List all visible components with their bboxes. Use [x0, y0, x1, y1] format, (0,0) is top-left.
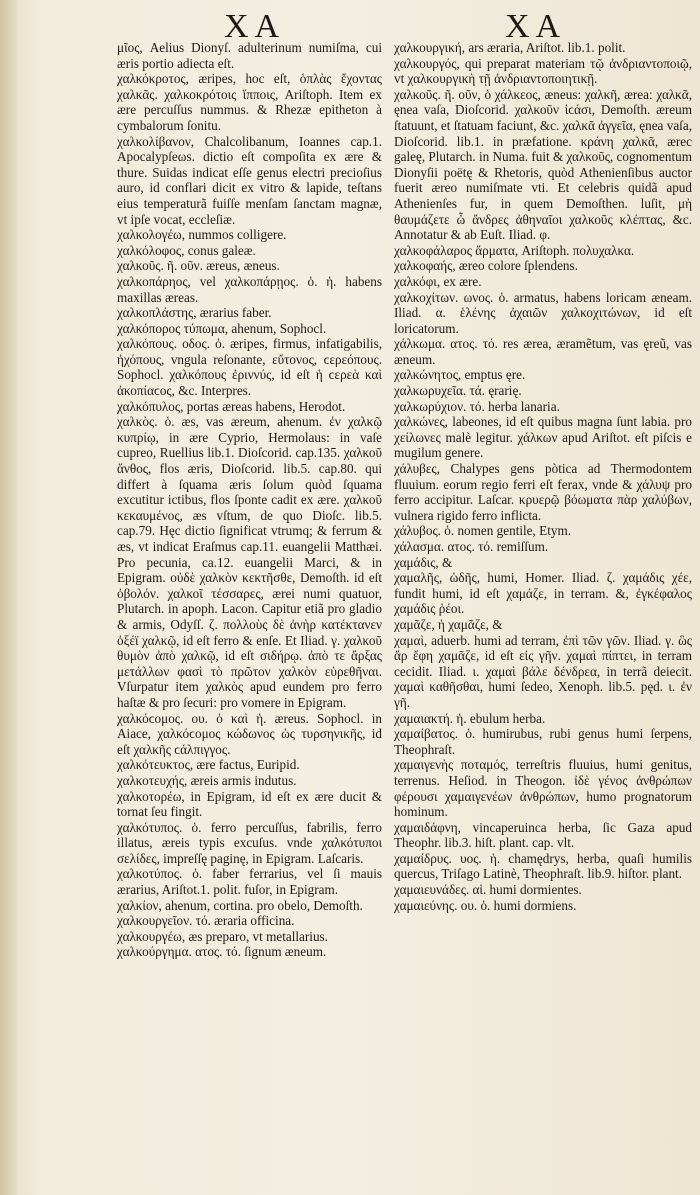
dictionary-entry: χαμαίβατος. ὁ. humirubus, rubi genus humi ſerpens, Theophraſt.	[394, 726, 692, 757]
dictionary-entry: χάλκωμα. ατος. τό. res ærea, æramẽtum, vas ęreũ, vas æneum.	[394, 336, 692, 367]
dictionary-entry: χαλκόφι, ex ære.	[394, 273, 482, 289]
running-head-left: XA	[224, 8, 286, 45]
dictionary-entry: χαμαιδάφνη, vincaperuinca herba, ſic Gaza apud Theophr. lib.3. hiſt. plant. cap. vlt.	[394, 819, 692, 851]
dictionary-entry: χάλυβες, Chalypes gens pòtica ad Thermodontem fluuium. eorum regio ferri eſt ferax, vnde & χάλυψ pro ferro accipitur. Laſcar. κρυερῷ βόωματα πὰρ χαλύβων, vulnera rigido ferro inflicta.	[394, 461, 692, 523]
dictionary-entry: χαμαίδρυς. υος. ἡ. chamędrys, herba, quaſi humilis quercus, Triſago Latinè, Theophraſt. lib.9. hiſtor. plant.	[394, 850, 692, 882]
dictionary-entry: χαλκουργός, qui preparat materiam τῷ ἀνδριαντοποιῷ, vt χαλκουργικὴ τῇ ἀνδριαντοποιητικῇ.	[394, 55, 692, 87]
dictionary-entry: χαμαὶ, aduerb. humi ad terram, ἐπὶ τῶν γῶν. Iliad. γ. ὣς ἄρ ἔφη χαμᾶζε, id eſt εἰς γῆν. χαμαὶ πίπτει, in terram cecidit. Iliad. ι. χαμαὶ βάλε δένδρεα, in terrã deiecit. χαμαὶ καθῆσθαι, humi ſedeo, Xenoph. lib.5. pęd. ι. ἐν γῆ.	[394, 632, 692, 710]
dictionary-entry: χαλκουργεῖον. τό. ærariа officina.	[117, 913, 295, 929]
dictionary-entry: χαλκολίβανον, Chalcolibanum, Ioannes cap.1. Apocalypſeωs. dictio eſt compoſita ex ære & thure. Suidas indicat eſſe genus electri precioſius auro, id conflari dicit ex vitro & lapide, teſtans eius temperaturã fuiſſe menſam ſanctam magnæ, vt ipſe vocat, eccleſiæ.	[117, 133, 382, 227]
dictionary-entry: χαλκοπλάστης, ærarius faber.	[117, 305, 272, 321]
dictionary-entry: χαλκόϲομος. ου. ὁ καὶ ἡ. æreus. Sophocl. in Aiace, χαλκόϲομος κώδωνος ὡς τυρσηνικῆς, id eſt χαλκῆς ϲάλπιγγος.	[117, 710, 382, 757]
dictionary-entry: χαμαιακτή. ἡ. ebulum herba.	[394, 710, 546, 726]
dictionary-entry: χαλκοτύπος. ὁ. faber ferrarius, vel ſi mauis ærarius, Ariſtot.1. polit. fuſor, in Epigram.	[117, 866, 382, 898]
dictionary-entry: χαλκίον, ahenum, cortina. pro obelo, Demoſth.	[117, 897, 363, 913]
dictionary-entry: χαλκοῦς. ῆ. οῦν, ὁ χάλκεος, æneus: χαλκῆ, æreaː χαλκᾶ, ęnea vaſa, Dioſcorid. χαλκοῦν ἱϲάσι, Demoſth. æreum ſtatuunt, et ſtatuam faciunt, &c. χαλκᾶ ἀγγεῖα, ęnea vaſa, Dioſcorid. lib.1. in præfatione. κράνη χαλκᾶ, ærec galeę, Plutarch. in Numa. fuit & χαλκοῦς, cognomentum Dionyſii poëtę & Rhetoris, quòd Athenienſibus auctor fuerit æreo numiſmate vti. Et celebris quidã apud Athenienſes fur, in quem Demoſthen. luſit, μὴ θαυμάζετε ὦ ἄνδρες ἀθηναῖοι χαλκοῦς κλέπτας, &c. Annotatur & ab Euſt. Iliad. φ.	[394, 86, 692, 243]
dictionary-entry: χαλκούργημα. ατος. τό. ſignum æneum.	[117, 944, 327, 960]
dictionary-entry: χαλκοτευχής, æreis armis indutus.	[117, 772, 297, 788]
left-column	[117, 40, 382, 960]
dictionary-entry: χαλκοφάλαρος ἅρματα, Ariſtoph. πολυχαλκα.	[394, 242, 635, 258]
dictionary-entry: χαμαιεύνης. ου. ὁ. humi dormiens.	[394, 897, 577, 913]
dictionary-entry: χαλκότευκτος, ære factus, Euripid.	[117, 757, 300, 773]
dictionary-entry: χαλκόπους. οδος. ὁ. æripes, firmus, infatigabilis, ἠχόπους, vngula reſonante, εὔτονος, ϲερεόπους. Sophocl. χαλκόπους ἐριννύς, id eſt ἡ ϲερεὰ καὶ ἀκοπίαϲος, &c. Interpres.	[117, 336, 382, 399]
dictionary-entry: χαμαιγενὴς ποταμός, terreſtris fluuius, humi genitus, terrenus. Heſiod. in Theogon. ἰδὲ γένος ἀνθρώπων φέρουσι χαμαιγενέων ἀνθρώπων, humo prognatorum hominum.	[394, 757, 692, 820]
dictionary-entry: χαλκοτορέω, in Epigram, id eſt ex ære ducit & tornat ſeu fingit.	[117, 788, 382, 820]
dictionary-entry: χαλκώνητος, emptus ęre.	[394, 367, 526, 383]
dictionary-entry: χαλκουργέω, æs preparo, vt metallarius.	[117, 928, 328, 944]
dictionary-entry: χαλκοπάρηος, vel χαλκοπάρῃος. ὁ. ἡ. habens maxillas æreas.	[117, 273, 382, 305]
dictionary-entry: χαλκωρύχιον. τό. herba lanaria.	[394, 398, 560, 414]
dictionary-entry: χαλκωρυχεῖα. τά. ęrarię.	[394, 383, 522, 399]
right-column	[394, 40, 692, 913]
dictionary-entry: χαλκὸς. ὁ. æs, vas æreum, ahenum. ἐν χαλκῷ κυπρίῳ, in ære Cyprio, Hermolaus: in vaſe cupreo, Ruellius lib.1. Dioſcorid. cap.135. χαλκοῦ ἄνθος, flos æris, Dioſcorid. lib.5. cap.80. qui differt à ſquama æris ſolum quòd ſquama excutitur ictibus, flos ſponte cadit ex ære. χαλκοῦ κεκαυμένος, æs vſtum, de quo Dioſc. lib.5. cap.79. Hęc dictio ſignificat vtrumq; & ferrum & æs, vt indicat Eraſmus cap.11. euangelii Matthæi. Pro pecunia, ca.12. euangelii Marci, & in Epigram. οὐδὲ χαλκὸν κεκτῆσθε, Demoſth. id eſt ὀβολόν. χαλκοῖ τέσσαρες, ærei numi quatuor, Plutarch. in apoph. Lacon. Capitur etiã pro gladio & armis, Odyſſ. ζ. πολλοὺς δὲ ἀνὴρ κατέκτανεν ὀξέϊ χαλκῷ, id eſt ferro & enſe. Et Iliad. γ. χαλκοῦ θυμὸν ἀπὸ χαλκῷ, id eſt σιδήρῳ. ἀπὸ τε ἄρξας μετάλλων φασὶ τὸ πρῶτον χαλκὸν εὑρεθῆναι. Vſurpatur item χαλκὸς apud eundem pro ferro haſtæ & pro ſecuri: pro vomere in Epigram.	[117, 414, 382, 710]
dictionary-entry: χαλκόπυλος, portas æreas habens, Herodot.	[117, 398, 346, 414]
page-header	[0, 8, 700, 44]
dictionary-entry: χαλκόλοφος, conus galeæ.	[117, 242, 256, 258]
book-spine-shadow	[0, 0, 18, 1195]
dictionary-entry: χαμάδις, &	[394, 554, 453, 570]
dictionary-entry: χαμαλῆς, ὡδῆς, humi, Homer. Iliad. ζ. χαμάδις χέε, fundit humi, id eſt χαμάζε, in terram. &, ἐγκέφαλος χαμάδις ῥέοι.	[394, 570, 692, 617]
dictionary-entry: χαλκολογέω, nummos colligere.	[117, 227, 287, 243]
dictionary-entry: χαλκοφαής, æreo colore ſplendens.	[394, 258, 578, 274]
dictionary-entry: χαλκουργική, ars æraria, Ariſtot. lib.1. polit.	[394, 40, 626, 55]
dictionary-entry: μῖος, Aelius Dionyſ. adulterinum numiſma, cui æris portio adiecta eſt.	[117, 40, 382, 71]
dictionary-entry: χαλκόπορος τύπωμα, ahenum, Sophocl.	[117, 320, 327, 336]
dictionary-entry: χαλκόκροτος, æripes, hoc eſt, ὁπλὰς ἔχοντας χαλκᾶς. χαλκοκρότοις ἵπποις, Ariſtoph. Item ex ære percuſſus nummus. & Rhezæ epitheton à cymbalorum ſonitu.	[117, 71, 382, 133]
dictionary-entry: χαμαιευνάδες. αἱ. humi dormientes.	[394, 882, 582, 898]
dictionary-entry: χαλκότυπος. ὁ. ferro percuſſus, fabrilis, ferro illatus, æreis typis excuſus. vnde χαλκότυποι σελίδες, impreſſę paginę, in Epigram. Laſcaris.	[117, 819, 382, 866]
dictionary-entry: χαλκοχίτων. ωνος. ὁ. armatus, habens loricam æneam. Iliad. α. ἑλένης ἀχαιῶν χαλκοχιτώνων, id eſt loricatorum.	[394, 289, 692, 336]
dictionary-entry: χάλασμα. ατος. τό. remiſſum.	[394, 539, 549, 554]
dictionary-entry: χαμᾶζε, ἡ χαμᾶζε, &	[394, 616, 503, 632]
dictionary-entry: χαλκοῦς. ῆ. οῦν. æreus, æneus.	[117, 258, 280, 274]
dictionary-entry: χαλκώνες, labeones, id eſt quibus magna ſunt labia. pro χείλωνες malè legitur. χάλκων apud Ariſtot. eſt piſcis e mugilum genere.	[394, 414, 692, 461]
running-head-right: XA	[505, 8, 567, 45]
dictionary-entry: χάλυβος. ὁ. nomen gentile, Etym.	[394, 523, 572, 539]
